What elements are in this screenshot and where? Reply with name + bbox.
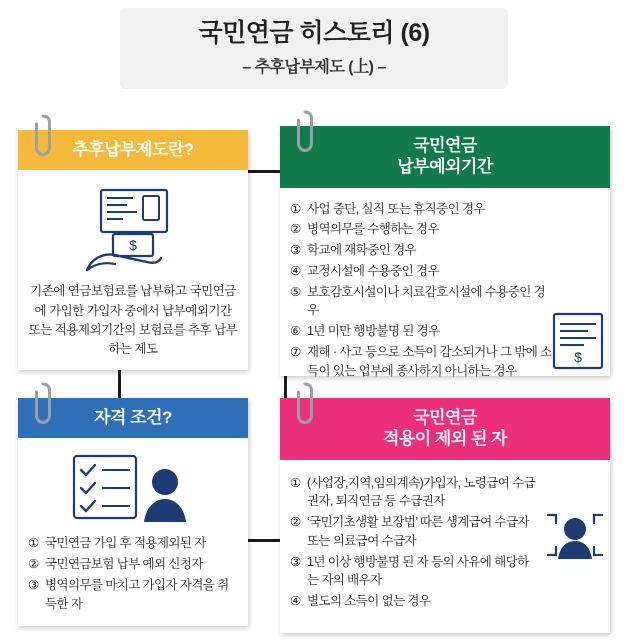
list-item [290,322,552,341]
page-title-sub: – 추후납부제도 (上) – [242,59,386,76]
card-exempt-body [280,188,610,393]
list-item-text: 1년 미만 행방불명 된 경우 [307,324,440,338]
list-item-number: ④ [290,594,301,608]
list-item-text: 사업 중단, 실직 또는 휴직중인 경우 [307,201,485,216]
list-item-text: 학교에 재학중인 경우 [307,243,417,257]
list-item-text: (사업장,지역,임의계속)가입자, 노령급여 수급권자, 퇴직연금 등 수급권자 [307,475,536,509]
list-item-text: 보호감호시설이나 치료감호시설에 수용중인 경우 [307,284,546,318]
card-excluded-list [290,474,538,611]
card-exempt-list [290,200,552,381]
list-item-number: ① [28,536,39,551]
card-excluded [280,398,610,633]
card-qualification-header: 자격 조건? [18,398,248,438]
paperclip-icon [34,114,52,158]
invoice-document-icon [550,310,606,374]
list-item-text: 재해 · 사고 등으로 소득이 감소되거나 그 밖에 소득이 있는 업부에 종사하지 아니하는 경우 [307,344,552,378]
card-intro-header: 추후납부제도란? [18,130,248,170]
list-item [28,534,238,553]
card-qualification-body [18,438,248,625]
list-item-number: ③ [290,554,301,569]
list-item [290,220,552,239]
list-item-number: ③ [290,243,301,257]
list-item-number: ② [290,515,301,529]
list-item [290,262,552,281]
card-exempt-header-line1: 국민연금 [413,136,477,155]
list-item-text: 1년 이상 행방불명 된 자 등의 사유에 해당하는 자의 배우자 [307,554,529,588]
page-title-main: 국민연금 히스토리 (6) [198,19,430,47]
checklist-person-icon [68,452,198,528]
list-item [290,474,538,512]
card-intro-text: 기존에 연금보험료를 납부하고 국민연금에 가입한 가입자 중에서 납부예외기간 또는 적용제외기간의 보험료를 추후 납부하는 제도 [28,284,238,357]
list-item [28,555,238,574]
card-exempt [280,126,610,376]
list-item [290,592,538,611]
person-exclusion-icon [544,507,606,563]
list-item-text: 별도의 소득이 없는 경우 [307,594,431,608]
hand-money-document-icon [73,184,193,276]
list-item-text: 병역의무를 마치고 가입자 자격을 취득한 자 [45,577,229,611]
card-intro [18,130,248,370]
card-excluded-body [280,460,610,623]
list-item [290,200,552,219]
card-excluded-header [280,398,610,460]
list-item-text: ‘국민기초생활 보장법’ 따른 생계급여 수급자 또는 의료급여 수급자 [307,515,529,548]
list-item-text: 국민연금 가입 후 적용제외된 자 [45,536,206,551]
svg-text:$: $ [129,237,137,254]
card-qualification-list [28,534,238,613]
list-item [290,553,538,591]
svg-text:$: $ [574,349,582,366]
page-title [120,8,508,89]
list-item-number: ② [28,557,39,571]
list-item-number: ⑥ [290,324,301,338]
card-excluded-header-line1: 국민연금 [413,408,477,427]
list-item [290,283,552,321]
card-qualification [18,398,248,626]
list-item-number: ③ [28,577,39,592]
list-item-number: ① [290,475,301,490]
card-excluded-header-line2: 적용이 제외 된 자 [382,429,508,449]
list-item [290,241,552,260]
list-item-number: ⑤ [290,284,301,299]
list-item-text: 국민연금보험 납부 예외 신청자 [45,557,203,571]
list-item [290,513,538,551]
paperclip-icon [296,110,314,154]
list-item [28,576,238,614]
paperclip-icon [34,382,52,426]
list-item-number: ⑦ [290,344,301,359]
list-item-number: ② [290,222,301,237]
list-item-text: 교정시설에 수용중인 경우 [307,263,439,278]
list-item-number: ① [290,201,301,216]
paperclip-icon [296,382,314,426]
card-intro-body [18,170,248,370]
list-item-text: 병역의무를 수행하는 경우 [307,222,439,237]
card-exempt-header [280,126,610,188]
list-item [290,343,552,381]
list-item-number: ④ [290,263,301,278]
card-exempt-header-line2: 납부예외기간 [397,157,493,177]
